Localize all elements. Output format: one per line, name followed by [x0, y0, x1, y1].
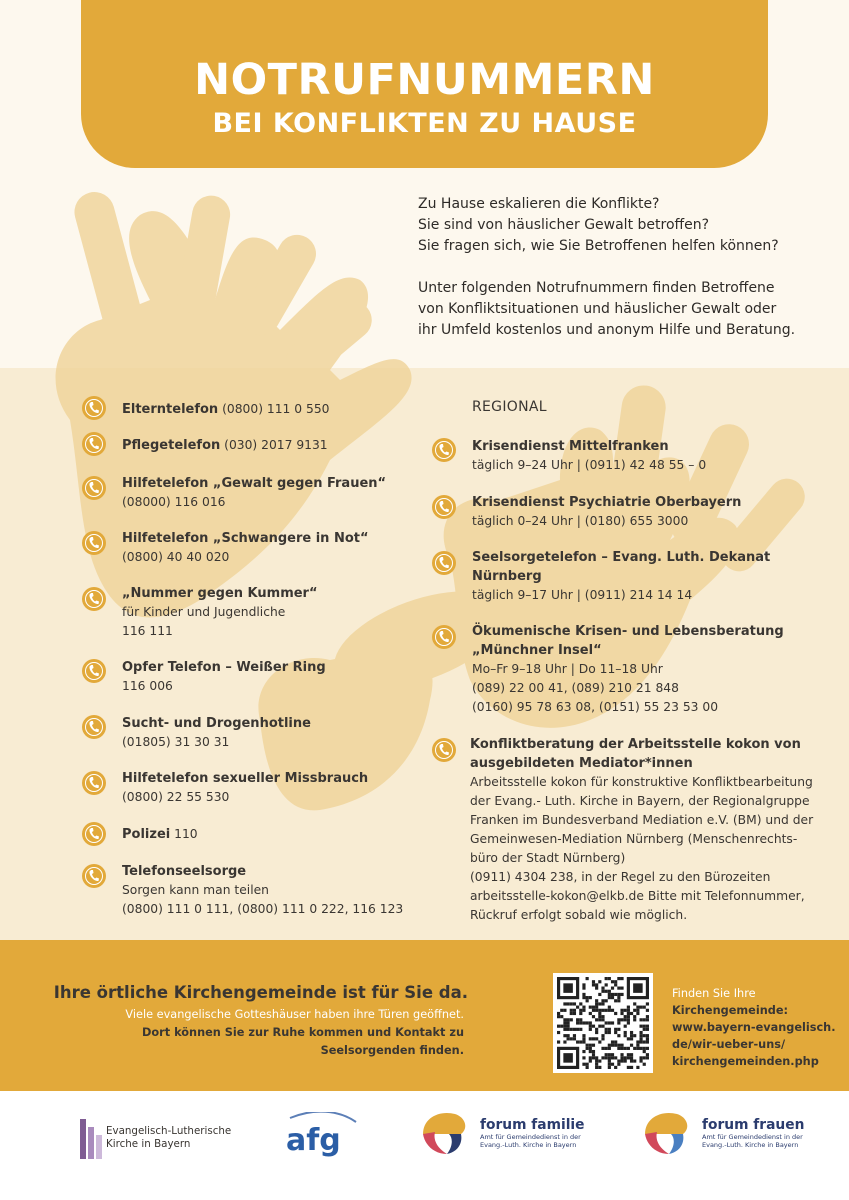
phone-icon [82, 715, 106, 739]
entry-number: 110 [170, 827, 198, 841]
list-item-krisendienst-oberbayern [472, 493, 741, 531]
footer-line: Viele evangelische Gotteshäuser haben ihre Türen geöffnet. [125, 1008, 464, 1021]
entry-line: (0800) 22 55 530 [122, 790, 230, 804]
forum-familie-title: forum familie [480, 1117, 585, 1133]
entry-title: Krisendienst Mittelfranken [472, 439, 669, 454]
elkb-logo-text [106, 1125, 231, 1151]
list-item-sucht-drogenhotline [122, 714, 311, 752]
list-item-telefonseelsorge [122, 862, 403, 919]
phone-icon [82, 587, 106, 611]
entry-line: Sorgen kann man teilen [122, 883, 269, 897]
elkb-line: Evangelisch-Lutherische [106, 1125, 232, 1137]
forum-familie-sub: Evang.-Luth. Kirche in Bayern [480, 1141, 577, 1149]
entry-title: „Nummer gegen Kummer“ [122, 586, 318, 601]
list-item-pflegetelefon [122, 436, 328, 455]
phone-icon [82, 531, 106, 555]
entry-line: 116 006 [122, 679, 173, 693]
page-title: NOTRUFNUMMERN [194, 55, 655, 105]
footer-line: Dort können Sie zur Ruhe kommen und Kontakt zu [142, 1026, 464, 1039]
entry-title: Pflegetelefon [122, 438, 221, 453]
entry-line: täglich 0–24 Uhr | (0180) 655 3000 [472, 514, 689, 528]
entry-title: Sucht- und Drogenhotline [122, 716, 311, 731]
list-item-nummer-gegen-kummer [122, 584, 318, 641]
footer-line: Seelsorgenden finden. [320, 1044, 464, 1057]
entry-line: (08000) 116 016 [122, 495, 226, 509]
entry-line: täglich 9–17 Uhr | (0911) 214 14 14 [472, 588, 693, 602]
entry-line: Gemeinwesen-Mediation Nürnberg (Menschenrechts- [470, 832, 798, 846]
intro-line: ihr Umfeld kostenlos und anonym Hilfe und Beratung. [418, 322, 796, 338]
entry-number: (030) 2017 9131 [220, 438, 328, 452]
page-subtitle: BEI KONFLIKTEN ZU HAUSE [212, 108, 637, 139]
entry-line: Franken im Bundesverband Mediation e.V. (BM) und der [470, 813, 814, 827]
list-item-seelsorgetelefon-nuernberg [472, 548, 770, 605]
phone-icon [82, 864, 106, 888]
footer-title: Ihre örtliche Kirchengemeinde ist für Sie da. [53, 983, 468, 1002]
entry-line: arbeitsstelle-kokon@elkb.de Bitte mit Telefonnummer, [470, 889, 805, 903]
entry-title: Hilfetelefon „Schwangere in Not“ [122, 531, 369, 546]
phone-icon [82, 822, 106, 846]
entry-line: (0911) 4304 238, in der Regel zu den Bürozeiten [470, 870, 771, 884]
intro-line: von Konfliktsituationen und häuslicher Gewalt oder [418, 301, 777, 317]
entry-line: (0160) 95 78 63 08, (0151) 55 23 53 00 [472, 700, 719, 714]
forum-frauen-sub: Evang.-Luth. Kirche in Bayern [702, 1141, 799, 1149]
forum-frauen-sub: Amt für Gemeindedienst in der [702, 1133, 803, 1141]
find-line: Kirchengemeinde: [672, 1004, 789, 1017]
find-link[interactable]: www.bayern-evangelisch. [672, 1021, 836, 1034]
entry-title: Konfliktberatung der Arbeitsstelle kokon von [470, 737, 801, 752]
list-item-elterntelefon [122, 400, 329, 419]
find-label: Finden Sie Ihre [672, 987, 756, 1000]
entry-line: Rückruf erfolgt sobald wie möglich. [470, 908, 688, 922]
forum-familie-text [480, 1117, 585, 1149]
phone-icon [432, 738, 456, 762]
entry-title: Opfer Telefon – Weißer Ring [122, 660, 326, 675]
qr-code-graphic [557, 977, 649, 1069]
footer-text [0, 1006, 464, 1060]
list-item-schwangere-in-not [122, 529, 369, 567]
entry-line: der Evang.- Luth. Kirche in Bayern, der Regionalgruppe [470, 794, 810, 808]
entry-line: 116 111 [122, 624, 173, 638]
regional-heading: REGIONAL [472, 399, 547, 415]
entry-line: büro der Stadt Nürnberg) [470, 851, 626, 865]
phone-icon [82, 771, 106, 795]
list-item-muenchner-insel [472, 622, 784, 717]
list-item-krisendienst-mittelfranken [472, 437, 706, 475]
entry-line: (0800) 40 40 020 [122, 550, 230, 564]
find-link[interactable]: de/wir-ueber-uns/ [672, 1038, 786, 1051]
entry-title: Polizei [122, 827, 171, 842]
phone-icon [432, 551, 456, 575]
forum-familie-logo [419, 1108, 471, 1160]
entry-number: (0800) 111 0 550 [218, 402, 330, 416]
phone-icon [82, 659, 106, 683]
forum-frauen-text [702, 1117, 804, 1149]
intro-question: Sie sind von häuslicher Gewalt betroffen? [418, 217, 710, 233]
afg-logo [284, 1112, 360, 1162]
entry-title: Telefonseelsorge [122, 864, 247, 879]
phone-icon [82, 432, 106, 456]
phone-icon [82, 476, 106, 500]
entry-title: Hilfetelefon sexueller Missbrauch [122, 771, 369, 786]
list-item-kokon [470, 735, 813, 925]
entry-title: Ökumenische Krisen- und Lebensberatung [472, 624, 784, 639]
find-parish-text [672, 985, 836, 1070]
forum-familie-sub: Amt für Gemeindedienst in der [480, 1133, 581, 1141]
list-item-polizei [122, 825, 198, 844]
intro-text [418, 194, 838, 362]
phone-icon [432, 625, 456, 649]
entry-line: (01805) 31 30 31 [122, 735, 230, 749]
entry-line: (0800) 111 0 111, (0800) 111 0 222, 116 123 [122, 902, 404, 916]
list-item-opfer-telefon [122, 658, 326, 696]
header-banner [81, 0, 768, 168]
entry-line: täglich 9–24 Uhr | (0911) 42 48 55 – 0 [472, 458, 707, 472]
entry-line: (089) 22 00 41, (089) 210 21 848 [472, 681, 679, 695]
phone-icon [432, 495, 456, 519]
phone-icon [432, 438, 456, 462]
forum-frauen-title: forum frauen [702, 1117, 805, 1133]
intro-question: Sie fragen sich, wie Sie Betroffenen helfen können? [418, 238, 779, 254]
qr-code[interactable] [553, 973, 653, 1073]
entry-title: Seelsorgetelefon – Evang. Luth. Dekanat [472, 550, 771, 565]
intro-line: Unter folgenden Notrufnummern finden Betroffene [418, 280, 775, 296]
entry-title: Elterntelefon [122, 402, 219, 417]
list-item-sexueller-missbrauch [122, 769, 368, 807]
forum-frauen-logo [641, 1108, 693, 1160]
elkb-line: Kirche in Bayern [106, 1138, 191, 1150]
afg-logo-text: afg [286, 1123, 341, 1158]
entry-title: Nürnberg [472, 569, 542, 584]
intro-question: Zu Hause eskalieren die Konflikte? [418, 196, 660, 212]
elkb-logo [80, 1119, 102, 1159]
entry-title: Krisendienst Psychiatrie Oberbayern [472, 495, 742, 510]
entry-line: Arbeitsstelle kokon für konstruktive Konfliktbearbeitung [470, 775, 813, 789]
find-link[interactable]: kirchengemeinden.php [672, 1055, 819, 1068]
entry-title: Hilfetelefon „Gewalt gegen Frauen“ [122, 476, 387, 491]
phone-icon [82, 396, 106, 420]
list-item-gewalt-gegen-frauen [122, 474, 386, 512]
entry-line: Mo–Fr 9–18 Uhr | Do 11–18 Uhr [472, 662, 663, 676]
entry-title: „Münchner Insel“ [472, 643, 602, 658]
entry-line: für Kinder und Jugendliche [122, 605, 286, 619]
entry-title: ausgebildeten Mediator*innen [470, 756, 693, 771]
